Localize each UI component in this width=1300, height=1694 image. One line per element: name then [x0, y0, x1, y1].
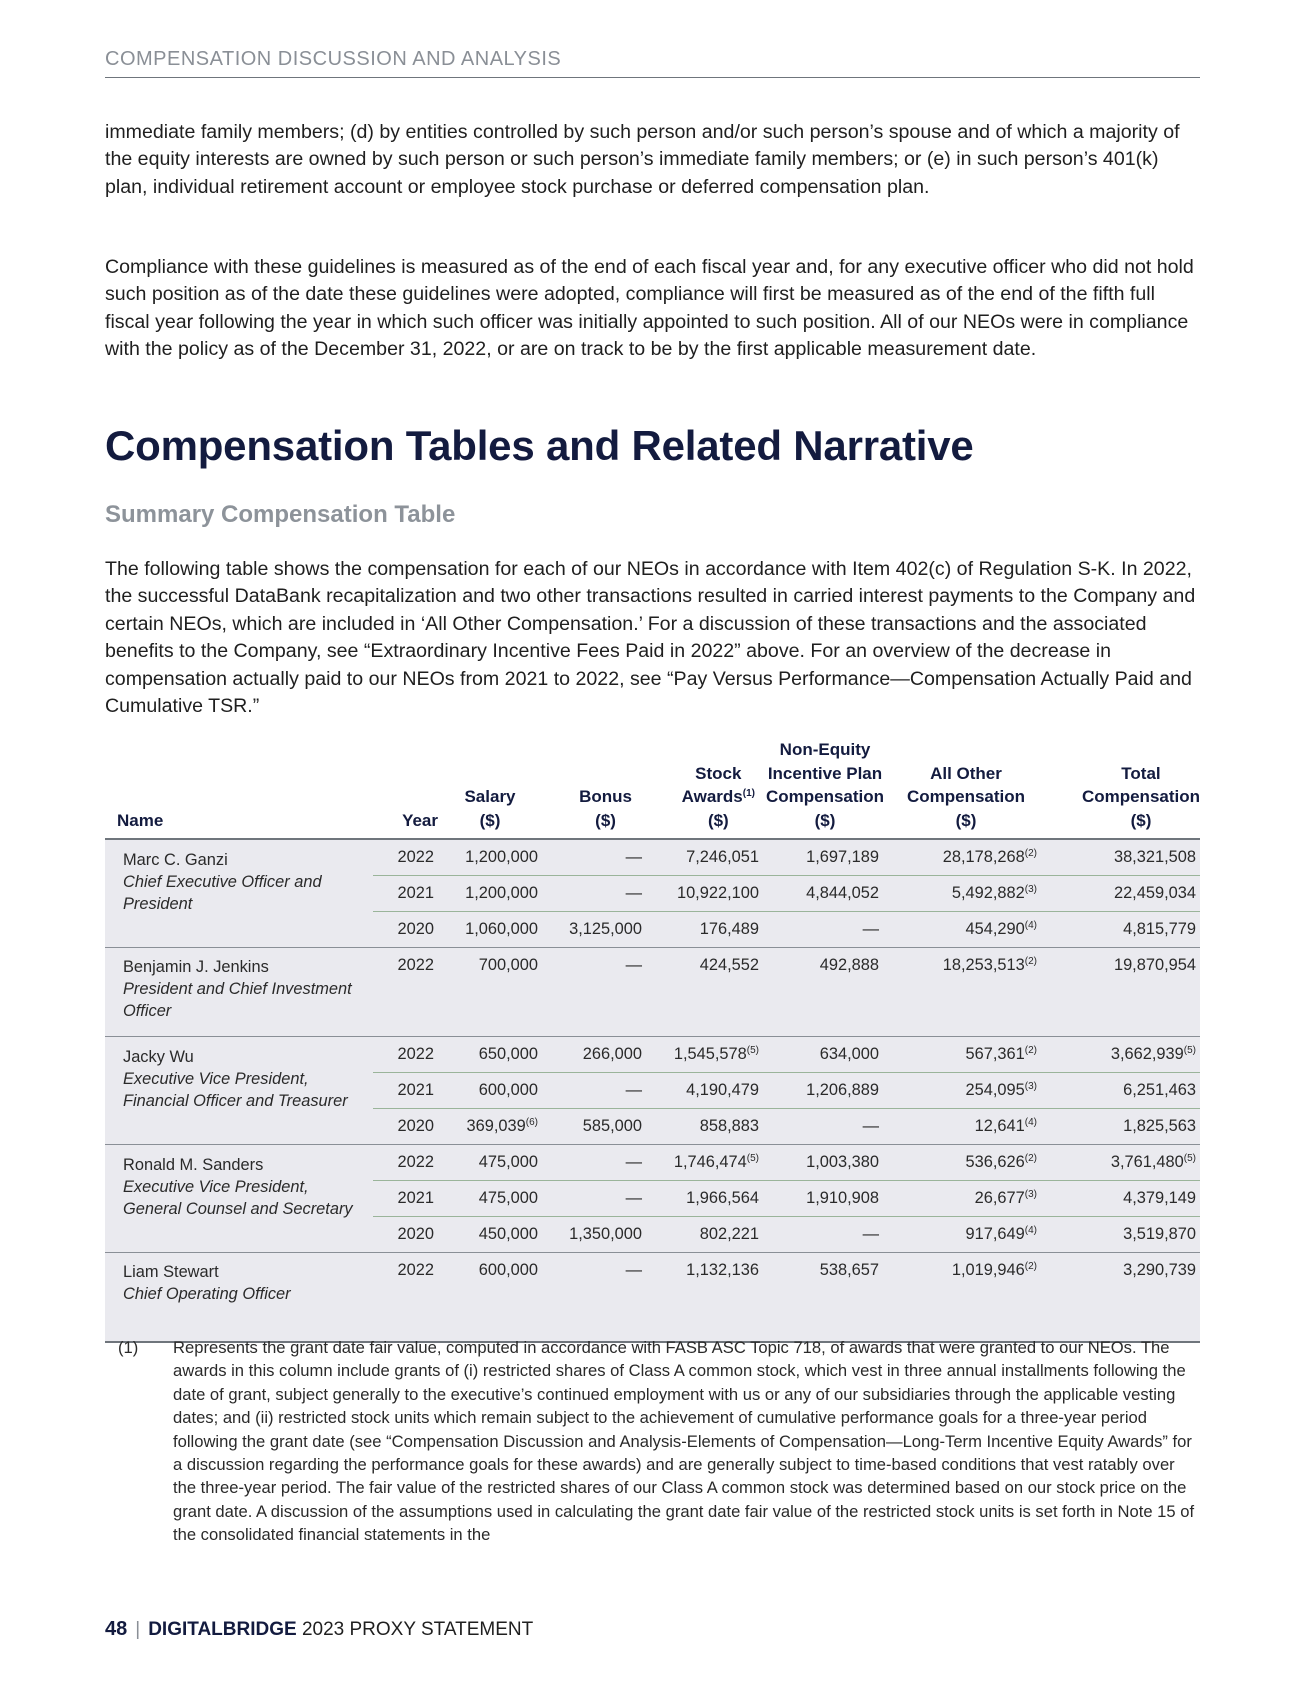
- footnote-ref: (2): [1024, 848, 1037, 859]
- footnote-ref: (5): [746, 1153, 759, 1164]
- cell-total: 22,459,034: [1045, 876, 1200, 912]
- cell-all-other: 5,492,882$^{(3)}$: [887, 876, 1045, 912]
- footnote-text: Represents the grant date fair value, computed in accordance with FASB ASC Topic 718, of awards that were granted to our NEOs. The awards in this column include grants of (i) restricted shares of Class A common stock, which vest in three annual installments following the date of grant, subject generally to the executive’s continued employment with us or any of our subsidiaries through the applicable vesting dates; and (ii) restricted stock units which remain subject to the achievement of cumulative performance goals for a three-year period following the grant date (see “Compensation Discussion and Analysis-Elements of Compensation—Long-Term Incentive Equity Awards” for a discussion regarding the performance goals for these awards) and are generally subject to time-based conditions that vest ratably over the three-year period. The fair value of the restricted shares of our Class A common stock was determined based on our stock price on the grant date. A discussion of the assumptions used in calculating the grant date fair value of the restricted stock units is set forth in Note 15 of the consolidated financial statements in the: [173, 1338, 1195, 1545]
- officer-title: Chief Operating Officer: [123, 1285, 291, 1303]
- cell-stock-awards: 10,922,100: [646, 876, 763, 912]
- footnote-ref: (2): [1024, 1045, 1037, 1056]
- cell-salary: 475,000: [438, 1181, 542, 1217]
- col-header-total: Total Compensation ($): [1045, 738, 1200, 839]
- officer-title: President and Chief Investment Officer: [123, 980, 352, 1020]
- cell-non-equity: —: [763, 912, 887, 948]
- cell-year: 2021: [373, 1073, 438, 1109]
- cell-stock-awards: 424,552: [646, 948, 763, 1037]
- cell-stock-awards: 858,883: [646, 1109, 763, 1145]
- cell-salary: 475,000: [438, 1145, 542, 1181]
- col-header-bonus: Bonus ($): [542, 738, 646, 839]
- cell-all-other: 12,641$^{(4)}$: [887, 1109, 1045, 1145]
- officer-name-cell: [105, 948, 373, 1037]
- cell-bonus: 585,000: [542, 1109, 646, 1145]
- cell-stock-awards: 1,746,474$^{(5)}$: [646, 1145, 763, 1181]
- cell-year: 2020: [373, 1217, 438, 1253]
- page-footer: [105, 1618, 533, 1641]
- summary-compensation-table: [105, 738, 1200, 1343]
- cell-year: 2022: [373, 1145, 438, 1181]
- section-header-label: COMPENSATION DISCUSSION AND ANALYSIS: [105, 48, 562, 70]
- footnote-ref: (3): [1024, 1081, 1037, 1092]
- footnote-ref: (3): [1024, 884, 1037, 895]
- cell-year: 2022: [373, 1253, 438, 1343]
- footnote-ref: (6): [525, 1117, 538, 1128]
- table-row: [105, 1037, 1200, 1073]
- cell-non-equity: —: [763, 1109, 887, 1145]
- cell-stock-awards: 176,489: [646, 912, 763, 948]
- cell-bonus: —: [542, 948, 646, 1037]
- cell-total: 3,519,870: [1045, 1217, 1200, 1253]
- cell-stock-awards: 802,221: [646, 1217, 763, 1253]
- footnote-ref: (2): [1024, 1153, 1037, 1164]
- col-header-year: Year: [373, 738, 438, 839]
- cell-non-equity: 634,000: [763, 1037, 887, 1073]
- cell-bonus: 3,125,000: [542, 912, 646, 948]
- cell-salary: 1,200,000: [438, 839, 542, 876]
- officer-name-cell: [105, 839, 373, 948]
- cell-bonus: 1,350,000: [542, 1217, 646, 1253]
- footnote-ref: (2): [1024, 1261, 1037, 1272]
- cell-year: 2022: [373, 948, 438, 1037]
- footer-doc-title: 2023 PROXY STATEMENT: [301, 1619, 534, 1640]
- cell-non-equity: 1,003,380: [763, 1145, 887, 1181]
- officer-title: Chief Executive Officer and President: [123, 873, 322, 913]
- footnote-ref: (5): [1183, 1045, 1196, 1056]
- footnote-ref: (4): [1024, 1225, 1037, 1236]
- officer-name: Liam Stewart: [123, 1263, 219, 1281]
- officer-name: Ronald M. Sanders: [123, 1156, 264, 1174]
- table-row: [105, 1253, 1200, 1343]
- cell-all-other: 567,361$^{(2)}$: [887, 1037, 1045, 1073]
- col-header-name: Name: [105, 738, 373, 839]
- cell-bonus: —: [542, 1145, 646, 1181]
- officer-name-cell: [105, 1037, 373, 1145]
- cell-salary: 650,000: [438, 1037, 542, 1073]
- cell-all-other: 18,253,513$^{(2)}$: [887, 948, 1045, 1037]
- table-description: The following table shows the compensation for each of our NEOs in accordance with Item 402(c) of Regulation S-K. In 2022, the successful DataBank recapitalization and two other transactions resulted in carried interest payments to the Company and certain NEOs, which are included in ‘All Other Compensation.’ For a discussion of these transactions and the associated benefits to the Company, see “Extraordinary Incentive Fees Paid in 2022” above. For an overview of the decrease in compensation actually paid to our NEOs from 2021 to 2022, see “Pay Versus Performance—Compensation Actually Paid and Cumulative TSR.”: [105, 558, 1196, 718]
- cell-all-other: 26,677$^{(3)}$: [887, 1181, 1045, 1217]
- cell-salary: 1,200,000: [438, 876, 542, 912]
- cell-all-other: 454,290$^{(4)}$: [887, 912, 1045, 948]
- cell-salary: 600,000: [438, 1073, 542, 1109]
- cell-year: 2021: [373, 876, 438, 912]
- cell-non-equity: 1,697,189: [763, 839, 887, 876]
- col-header-stock-awards: Stock Awards$^{(1)}$ ($): [646, 738, 763, 839]
- cell-year: 2021: [373, 1181, 438, 1217]
- cell-all-other: 917,649$^{(4)}$: [887, 1217, 1045, 1253]
- cell-bonus: —: [542, 1181, 646, 1217]
- officer-name: Marc C. Ganzi: [123, 851, 228, 869]
- cell-salary: 600,000: [438, 1253, 542, 1343]
- footnote-number: (1): [118, 1338, 139, 1357]
- cell-bonus: —: [542, 1253, 646, 1343]
- col-header-salary: Salary ($): [438, 738, 542, 839]
- intro-paragraph-2: Compliance with these guidelines is measured as of the end of each fiscal year and, for any executive officer who did not hold such position as of the date these guidelines were adopted, compliance will first be measured as of the end of the fifth full fiscal year following the year in which such officer was initially appointed to such position. All of our NEOs were in compliance with the policy as of the December 31, 2022, or are on track to be by the first applicable measurement date.: [105, 256, 1194, 361]
- cell-bonus: —: [542, 839, 646, 876]
- col-header-non-equity: Non-Equity Incentive Plan Compensation ($): [763, 738, 887, 839]
- cell-all-other: 536,626$^{(2)}$: [887, 1145, 1045, 1181]
- officer-title: Executive Vice President, General Counsel and Secretary: [123, 1178, 353, 1218]
- cell-non-equity: 538,657: [763, 1253, 887, 1343]
- cell-salary: 450,000: [438, 1217, 542, 1253]
- cell-salary: 1,060,000: [438, 912, 542, 948]
- footnote-ref: (2): [1024, 956, 1037, 967]
- cell-non-equity: 492,888: [763, 948, 887, 1037]
- cell-total: 19,870,954: [1045, 948, 1200, 1037]
- cell-stock-awards: 1,545,578$^{(5)}$: [646, 1037, 763, 1073]
- cell-stock-awards: 4,190,479: [646, 1073, 763, 1109]
- cell-year: 2022: [373, 1037, 438, 1073]
- cell-all-other: 254,095$^{(3)}$: [887, 1073, 1045, 1109]
- cell-salary: 369,039$^{(6)}$: [438, 1109, 542, 1145]
- header-rule: [105, 77, 1200, 78]
- cell-total: 4,379,149: [1045, 1181, 1200, 1217]
- table-row: [105, 1145, 1200, 1181]
- cell-bonus: 266,000: [542, 1037, 646, 1073]
- cell-bonus: —: [542, 1073, 646, 1109]
- footnote-ref: (4): [1024, 1117, 1037, 1128]
- officer-title: Executive Vice President, Financial Officer and Treasurer: [123, 1070, 348, 1110]
- officer-name: Jacky Wu: [123, 1048, 194, 1066]
- cell-stock-awards: 7,246,051: [646, 839, 763, 876]
- cell-all-other: 28,178,268$^{(2)}$: [887, 839, 1045, 876]
- cell-total: 1,825,563: [1045, 1109, 1200, 1145]
- table-row: [105, 839, 1200, 876]
- section-title: Compensation Tables and Related Narrative: [105, 422, 974, 469]
- footnote-ref: (5): [746, 1045, 759, 1056]
- cell-stock-awards: 1,132,136: [646, 1253, 763, 1343]
- col-header-all-other: All Other Compensation ($): [887, 738, 1045, 839]
- footnote-ref: (5): [1183, 1153, 1196, 1164]
- cell-total: 38,321,508: [1045, 839, 1200, 876]
- section-subtitle: Summary Compensation Table: [105, 501, 456, 528]
- cell-all-other: 1,019,946$^{(2)}$: [887, 1253, 1045, 1343]
- cell-total: 3,662,939$^{(5)}$: [1045, 1037, 1200, 1073]
- cell-non-equity: 4,844,052: [763, 876, 887, 912]
- footer-divider: |: [135, 1619, 141, 1640]
- cell-salary: 700,000: [438, 948, 542, 1037]
- cell-total: 6,251,463: [1045, 1073, 1200, 1109]
- footnote-ref: (4): [1024, 920, 1037, 931]
- cell-non-equity: 1,206,889: [763, 1073, 887, 1109]
- officer-name-cell: [105, 1253, 373, 1343]
- footnote-1: [118, 1336, 1200, 1547]
- cell-bonus: —: [542, 876, 646, 912]
- table-row: [105, 948, 1200, 1037]
- footnote-ref: (3): [1024, 1189, 1037, 1200]
- officer-name: Benjamin J. Jenkins: [123, 958, 269, 976]
- cell-non-equity: 1,910,908: [763, 1181, 887, 1217]
- cell-year: 2020: [373, 1109, 438, 1145]
- footer-brand: DIGITALBRIDGE: [148, 1619, 297, 1640]
- table-header-row: [105, 738, 1200, 839]
- officer-name-cell: [105, 1145, 373, 1253]
- cell-total: 3,290,739: [1045, 1253, 1200, 1343]
- page-number: 48: [105, 1618, 128, 1640]
- intro-paragraph-1: immediate family members; (d) by entities controlled by such person and/or such person’s spouse and of which a majority of the equity interests are owned by such person or such person’s immediate family members; or (e) in such person’s 401(k) plan, individual retirement account or employee stock purchase or deferred compensation plan.: [105, 121, 1180, 198]
- cell-stock-awards: 1,966,564: [646, 1181, 763, 1217]
- cell-total: 4,815,779: [1045, 912, 1200, 948]
- cell-year: 2022: [373, 839, 438, 876]
- cell-year: 2020: [373, 912, 438, 948]
- cell-total: 3,761,480$^{(5)}$: [1045, 1145, 1200, 1181]
- cell-non-equity: —: [763, 1217, 887, 1253]
